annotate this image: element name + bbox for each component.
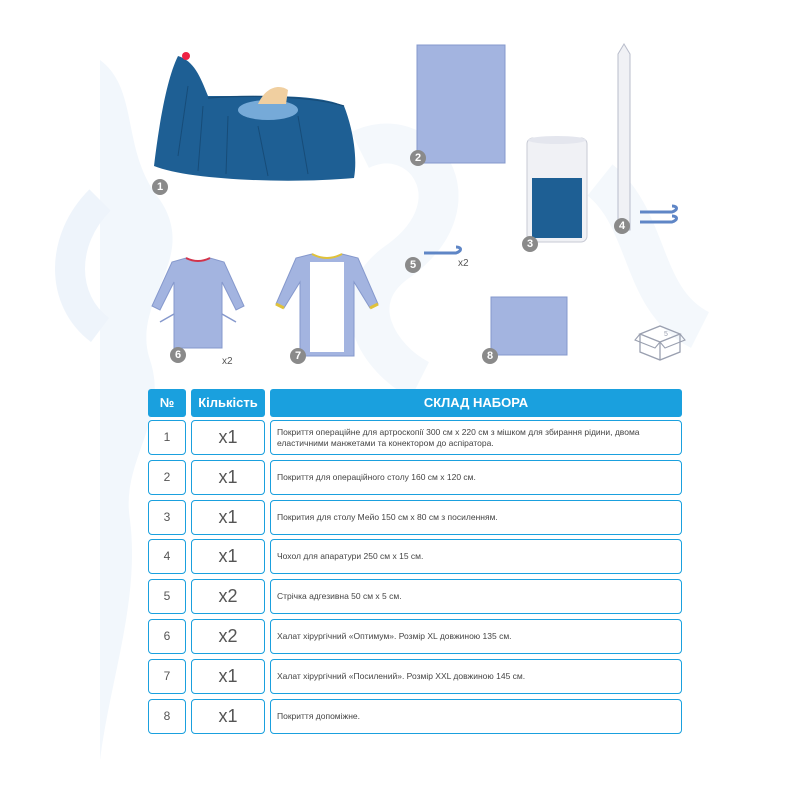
item-badge-3: 3 xyxy=(522,236,538,252)
row-description: Покриття допоміжне. xyxy=(270,699,682,734)
row-number: 3 xyxy=(148,500,186,535)
box-icon-number: 5 xyxy=(664,331,668,338)
surgical-gown-reinforced-illustration xyxy=(274,248,380,360)
row-quantity: x1 xyxy=(191,699,265,734)
row-description: Покрития для столу Мейо 150 см х 80 см з посиленням. xyxy=(270,500,682,535)
item-badge-7: 7 xyxy=(290,348,306,364)
item-6-multiplier: x2 xyxy=(222,356,233,367)
header-composition: СКЛАД НАБОРА xyxy=(270,389,682,417)
row-number: 1 xyxy=(148,420,186,455)
header-quantity: Кількість xyxy=(191,389,265,417)
adhesive-tape-illustration xyxy=(422,244,464,258)
row-quantity: x1 xyxy=(191,460,265,495)
item-badge-1: 1 xyxy=(152,179,168,195)
row-description: Чохол для апаратури 250 см х 15 см. xyxy=(270,539,682,574)
item-badge-2: 2 xyxy=(410,150,426,166)
row-description: Халат хірургічний «Оптимум». Розмір XL довжиною 135 см. xyxy=(270,619,682,654)
row-quantity: x2 xyxy=(191,619,265,654)
row-quantity: x1 xyxy=(191,420,265,455)
row-number: 8 xyxy=(148,699,186,734)
row-description: Покриття для операційного столу 160 см х 120 см. xyxy=(270,460,682,495)
item-badge-4: 4 xyxy=(614,218,630,234)
arthroscopy-drape-illustration xyxy=(148,46,360,186)
row-number: 7 xyxy=(148,659,186,694)
equipment-cover-illustration xyxy=(612,42,682,234)
item-badge-5: 5 xyxy=(405,257,421,273)
row-quantity: x1 xyxy=(191,659,265,694)
table-cover-illustration xyxy=(416,44,506,164)
row-number: 4 xyxy=(148,539,186,574)
header-number: № xyxy=(148,389,186,417)
row-description: Халат хірургічний «Посилений». Розмір XXL довжиною 145 см. xyxy=(270,659,682,694)
auxiliary-cover-illustration xyxy=(490,296,568,356)
row-number: 6 xyxy=(148,619,186,654)
row-description: Стрічка адгезивна 50 см х 5 см. xyxy=(270,579,682,614)
row-number: 5 xyxy=(148,579,186,614)
row-quantity: x2 xyxy=(191,579,265,614)
item-5-multiplier: x2 xyxy=(458,258,469,269)
row-quantity: x1 xyxy=(191,539,265,574)
row-number: 2 xyxy=(148,460,186,495)
mayo-stand-cover-illustration xyxy=(526,134,588,244)
item-badge-6: 6 xyxy=(170,347,186,363)
row-quantity: x1 xyxy=(191,500,265,535)
row-description: Покриття операційне для артроскопії 300 см х 220 см з мішком для збирання рідини, двома еластичними манжетами та конектором до аспіратора. xyxy=(270,420,682,455)
item-badge-8: 8 xyxy=(482,348,498,364)
box-icon xyxy=(634,322,686,362)
surgical-gown-optimum-illustration xyxy=(150,252,246,352)
